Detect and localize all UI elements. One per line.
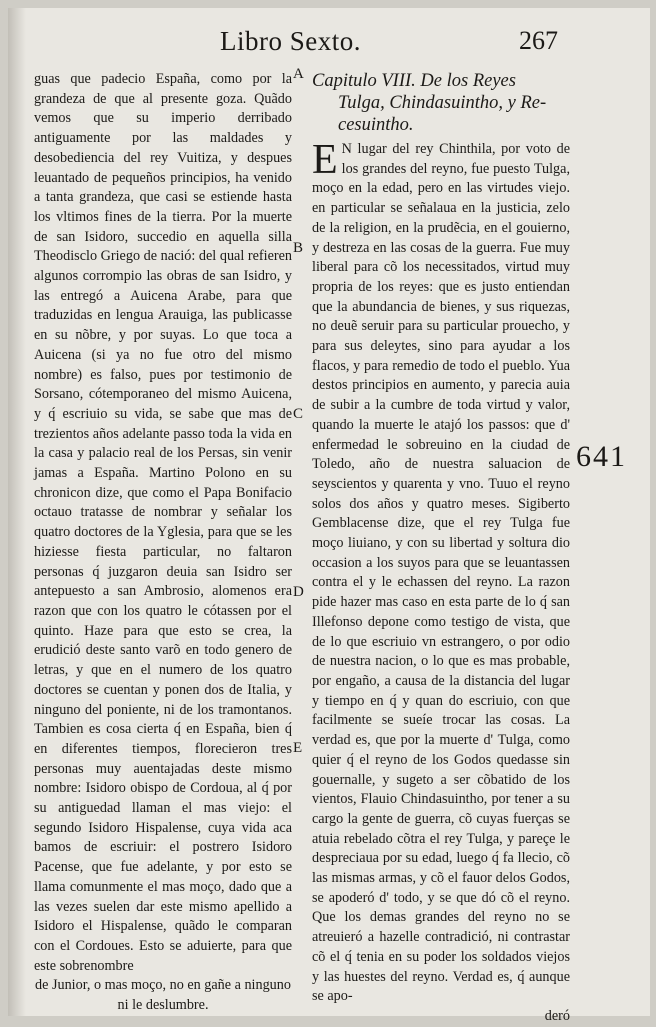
margin-letter-e: E [293, 740, 303, 756]
margin-letter-d: D [293, 584, 304, 600]
chapter-body-text: N lugar del rey Chinthila, por voto de los grandes del reyno, fue puesto Tulga, moço en la edad, pero en las virtudes viejo. en particular se señalaua en la justicia, zelo de la religion, en la prudẽcia, en el gouierno, y destreza en las cosas de la guerra. Fue muy liberal para cõ los necessitados, virtud muy propria de los reyes: que es justo entiendan que la abundancia de bienes, y sus riquezas, no deuẽ seruir para su particular prouecho, y para sus deleytes, sino para ayudar a los flacos, y para remedio de todo el pueblo. Yua destos principios en aumento, y parecia auia de subir a la cumbre de toda virtud y valor, quando la muerte le atajó los passos: que d' enfermedad le sobreuino en la ciudad de Toledo, año de nuestra saluacion de seyscientos y quarenta y vno. Tuuo el reyno solos dos años y quatro meses. Sigiberto Gemblacense dize, que el rey Tulga fue moço liuiano, y con su libertad y soltura dio occasion a los suyos para que se leuantassen contra el y le echassen del reyno. La razon pide hazer mas caso en esta parte de lo q́ san Illefonso depone como testigo de vista, que de lo que escriuio vn estrangero, o por odio de nuestra nacion, o lo que es mas probable, por engaño, a causa de la distancia del lugar y tiempo en q́ y quan do escriuio, con que facilmente se sueíe trocar las cosas. La verdad es, que por la muerte d' Tulga, como quier q́ el reyno de los Godos quedasse sin gouernalle, y sugeto a ser cõbatido de los vientos, Flauio Chindasuintho, por tener a su cargo la gente de guerra, cõ cuyas fuerças se atuia rebelado cõtra el rey Tulga, y pareçe le despreciaua por su edad, luego q́ fa llecio, cõ las mismas armas, y cõ el fauor delos Godos, se apoderó d' todo, y se que dó cõ el reyno. Que los demas grandes del reyno no se atreuieró a hazelle contradició, ni contrastar cõ el q́ tenia en su poder los soldados viejos y las huestes del reyno. Verdad es, q́ aunque se apo- [312, 141, 570, 1005]
right-column [312, 70, 570, 1027]
catchword: deró [544, 1007, 570, 1024]
left-column [34, 70, 292, 1016]
running-title: Libro Sexto. [220, 26, 361, 56]
page-header [8, 24, 650, 64]
left-column-ending: de Junior, o mas moço, no en gañe a ninguno ni le deslumbre. [35, 977, 291, 1014]
margin-letter-a: A [293, 66, 304, 82]
chapter-heading-line-3: cesuintho. [338, 115, 414, 135]
margin-letter-c: C [293, 406, 304, 422]
book-page [8, 8, 650, 1024]
chapter-heading [312, 70, 570, 136]
dropcap-initial: E [312, 137, 338, 183]
margin-letter-b: B [293, 240, 304, 256]
gutter-shadow [8, 8, 26, 1016]
chapter-heading-line-1: Capitulo VIII. De los Reyes [312, 71, 516, 91]
folio-mark: 641 [576, 440, 627, 473]
left-column-text: guas que padecio España, como por la grandeza de que al presente goza. Quãdo vemos que su imperio derribado antiguamente por las maldades y desobediencia del rey Vuitiza, y despues leuantado de pequeños principios, ha venido a tanta grandeza, que casi se estiende hasta los vltimos fines de la tierra. Por la muerte de san Isidoro, succedio en aquella silla Theodisclo Griego de nació: del qual refieren algunos corrompio las obras de san Isidro, y las entregó a Auicena Arabe, para que traduzidas en lengua Arauiga, las publicasse en su nõbre, y por suyas. Lo que toca a Auicena (si ya no fue otro del mismo nombre) es falso, pues por testimonio de Sorsano, cótemporaneo del mismo Auicena, y q́ escriuio su vida, se sabe que mas de trezientos años adelante passo toda la vida en la casa y palacio real de los Persas, sin venir jamas a España. Martino Polono en su chronicon dize, que como el Papa Bonifacio octauo tratasse de nombrar y señalar los quatro doctores de la Yglesia, para que se les hiziesse fiesta particular, no faltaron personas q́ juzgaron deuia san Isidro ser antepuesto a san Ambrosio, alomenos era razon que con los quatro le cótassen por el quinto. Haze para que esto se crea, la erudició deste santo varõ en todo genero de letras, y que en el numero de los quatro doctores se cuentan y ponen dos de Italia, y ninguno del poniente, ni de los tramontanos. Tambien es cosa cierta q́ en España, bien q́ en diferentes tiempos, florecieron tres personas muy auentajadas deste mismo nombre: Isidoro obispo de Cordoua, al q́ por su antiguedad llaman el mas viejo: el segundo Isidoro Hispalense, cuya vida aca bamos de escriuir: el postrero Isidoro Pacense, que fue adelante, y por esto se llama comunmente el mas moço, dado que a las vezes suelen dar este mismo apellido a Isidoro el Hispalense, quãdo le comparan con el Cordoues. Esto se aduierte, para que este sobrenombre [34, 71, 292, 974]
chapter-heading-line-2: Tulga, Chindasuintho, y Re- [338, 93, 547, 113]
chapter-body [312, 137, 570, 1007]
page-number: 267 [519, 26, 558, 55]
